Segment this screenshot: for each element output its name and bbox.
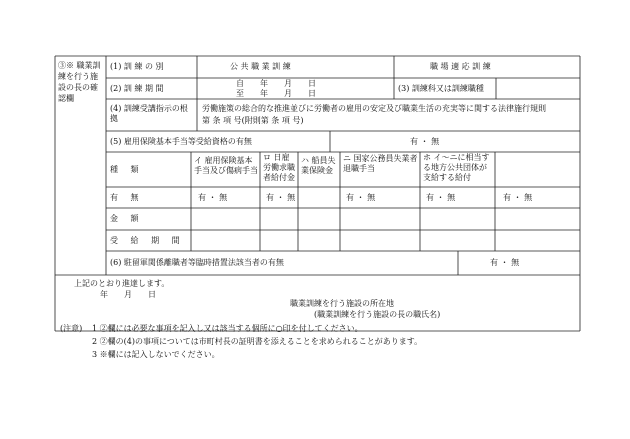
insurance-eligibility-yes-no: 有 ・ 無	[410, 137, 440, 146]
basis-article-text: 第 条 項 号(附則第 条 項 号)	[202, 116, 304, 125]
training-subject-label: (3) 訓練科又は訓練職種	[398, 84, 484, 93]
option-public-training: 公 共 職 業 訓 練	[230, 62, 291, 71]
benefit-col-i: イ 雇用保険基本手当及び傷病手当	[194, 156, 258, 175]
note-item: 2 ②欄の(4)の事項については市町村長の証明書を添えることを求められることがあります。	[92, 337, 423, 346]
garrison-act-yes-no: 有 ・ 無	[490, 258, 520, 267]
note-item: 3 ※欄には記入しないでください。	[92, 350, 220, 359]
training-type-label: (1) 訓 練 の 別	[110, 62, 164, 71]
notes-heading: (注意)	[60, 324, 83, 333]
training-period-label: (2) 訓 練 期 間	[110, 84, 164, 93]
benefit-ro-yes-no: 有 ・ 無	[266, 193, 296, 202]
section-label: ③※ 職業訓練を行う施設の長の確認欄	[58, 61, 101, 103]
benefit-i-yes-no: 有 ・ 無	[198, 193, 228, 202]
facility-head-label: (職業訓練を行う施設の長の職氏名)	[314, 310, 441, 319]
period-to: 至 年 月 日	[236, 89, 316, 98]
benefit-type-header: 種 類	[110, 165, 144, 174]
benefit-period-label: 受 給 期 間	[110, 236, 185, 245]
insurance-eligibility-label: (5) 雇用保険基本手当等受給資格の有無	[110, 137, 252, 146]
benefit-col-ro: ロ 日雇労働求職者給付金	[263, 153, 295, 182]
benefit-col-ni: ニ 国家公務員失業者退職手当	[343, 154, 418, 173]
option-workplace-training: 職 場 適 応 訓 練	[430, 62, 491, 71]
facility-address-label: 職業訓練を行う施設の所在地	[290, 299, 394, 308]
benefit-ho-yes-no: 有 ・ 無	[426, 193, 456, 202]
period-from: 自 年 月 日	[236, 79, 316, 88]
benefit-col-ho: ホ イ～ニに相当する地方公共団体が支給する給付	[423, 153, 490, 182]
certification-text: 上記のとおり進達します。	[74, 279, 170, 288]
instruction-basis-label: (4) 訓練受講指示の根拠	[110, 104, 188, 123]
benefit-amount-label: 金 額	[110, 214, 144, 223]
benefit-extra-yes-no: 有 ・ 無	[503, 193, 533, 202]
certification-date: 年 月 日	[100, 290, 156, 299]
benefit-ni-yes-no: 有 ・ 無	[346, 193, 376, 202]
basis-law-text: 労働施策の総合的な推進並びに労働者の雇用の安定及び職業生活の充実等に関する法律施行規則	[202, 104, 546, 113]
garrison-act-label: (6) 駐留軍関係離職者等臨時措置法該当者の有無	[110, 258, 284, 267]
benefit-col-ha: ハ 船員失業保険金	[301, 156, 336, 175]
benefit-yes-no-label: 有 無	[110, 193, 144, 202]
note-item: 1 ②欄には必要な事項を記入し又は該当する個所に○印を付してください。	[92, 324, 363, 333]
